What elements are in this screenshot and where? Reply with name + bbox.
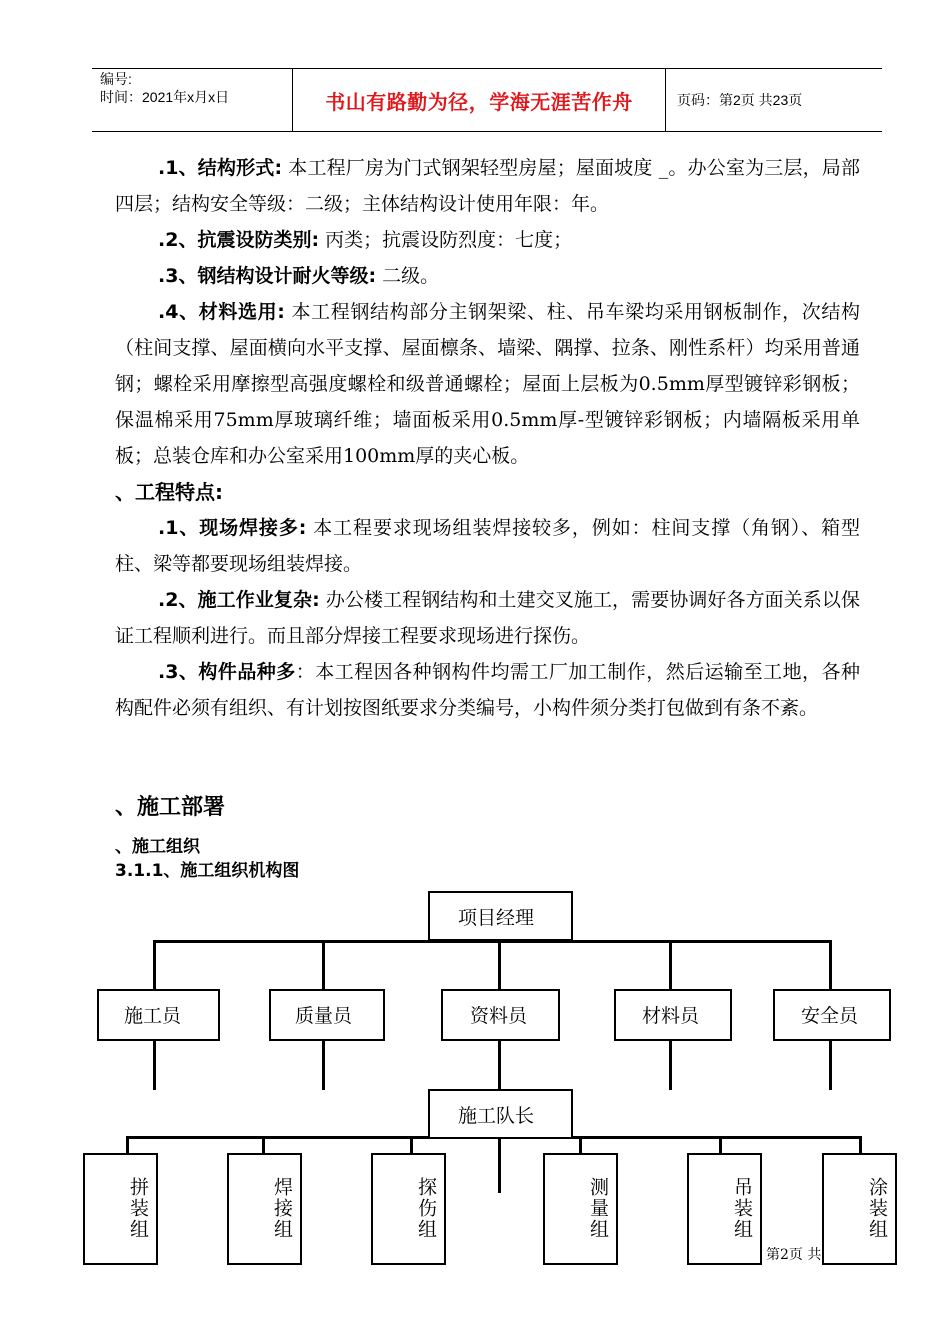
paragraph-components [115, 654, 860, 726]
figure-caption: 3.1.1、施工组织机构图 [115, 861, 300, 881]
header-page-cell [665, 69, 882, 131]
item-text: 本工程要求现场组装焊接较多，例如：柱间支撑（角钢）、箱型柱、梁等都要现场组装焊接。 [115, 517, 860, 575]
org-box-label: 质量员 [295, 1005, 353, 1027]
item-text: 办公楼工程钢结构和土建交叉施工，需要协调好各方面关系以保证工程顺利进行。而且部分焊接工程要求现场进行探伤。 [115, 589, 860, 647]
item-number: .4、 [158, 301, 199, 323]
org-box-label: 项目经理 [458, 907, 535, 929]
paragraph-complexity [115, 582, 860, 654]
org-box-team [83, 1153, 158, 1265]
connector-line [498, 940, 501, 1193]
paragraph-seismic [115, 222, 860, 258]
org-box-label: 资料员 [470, 1005, 528, 1027]
org-box-label: 探伤组 [415, 1177, 437, 1240]
org-box-staff [614, 989, 732, 1041]
item-number: .3、 [158, 661, 199, 683]
number-label: 编号: [100, 71, 132, 87]
paragraph-materials [115, 294, 860, 474]
item-number: .2、 [158, 229, 198, 251]
org-box-label: 施工员 [124, 1005, 182, 1027]
org-box-label: 涂装组 [866, 1177, 888, 1240]
motto: 书山有路勤为径，学海无涯苦作舟 [325, 91, 633, 114]
header-motto-cell [292, 69, 666, 131]
org-box-staff [441, 989, 560, 1041]
item-text: 本工程厂房为门式钢架轻型房屋；屋面坡度 _。办公室为三层，局部四层；结构安全等级：二级；主体结构设计使用年限：年。 [115, 157, 860, 215]
org-box-label: 测量组 [587, 1177, 609, 1240]
item-title: 材料选用: [198, 301, 285, 323]
item-title: 抗震设防类别: [197, 229, 320, 251]
org-box-label: 施工队长 [458, 1105, 535, 1127]
item-title: 钢结构设计耐火等级: [197, 265, 377, 287]
item-number: .2、 [158, 589, 198, 611]
org-box-team-leader [428, 1089, 573, 1139]
item-text: ：本工程因各种钢构件均需工厂加工制作，然后运输至工地，各种构配件必须有组织、有计划按图纸要求分类编号，小构件须分类打包做到有条不紊。 [115, 661, 860, 719]
header-meta [92, 69, 292, 131]
org-box-label: 材料员 [642, 1005, 700, 1027]
item-text: 本工程钢结构部分主钢架梁、柱、吊车梁均采用钢板制作，次结构（柱间支撑、屋面横向水平支撑、屋面檩条、墙梁、隅撑、拉条、刚性系杆）均采用普通钢；螺栓采用摩擦型高强度螺栓和级普通螺栓；屋面上层板为0.5mm厚型镀锌彩钢板；保温棉采用75mm厚玻璃纤维；墙面板采用0.5mm厚-型镀锌彩钢板；内墙隔板采用单板；总装仓库和办公室采用100mm厚的夹心板。 [115, 301, 860, 467]
item-number: .3、 [158, 265, 198, 287]
org-box-project-manager [428, 891, 573, 941]
item-text: 丙类；抗震设防烈度：七度； [319, 229, 573, 251]
item-title: 现场焊接多: [199, 517, 307, 539]
org-box-label: 拼装组 [127, 1177, 149, 1240]
section-heading-features: 、工程特点: [115, 480, 223, 504]
org-box-label: 焊接组 [271, 1177, 293, 1240]
org-box-team [687, 1153, 762, 1265]
paragraph-fire-rating [115, 258, 860, 294]
date-label: 时间：2021年x月x日 [100, 89, 230, 105]
item-number: .1、 [158, 157, 198, 179]
org-box-staff [773, 989, 891, 1041]
item-title: 结构形式: [197, 157, 283, 179]
page-footer: 第2页 共 [766, 1247, 822, 1263]
item-number: .1、 [158, 517, 200, 539]
org-box-staff [269, 989, 385, 1041]
page-code: 页码：第2页 共23页 [677, 92, 803, 108]
subsection-heading: 、施工组织 [115, 837, 200, 857]
org-box-team [371, 1153, 446, 1265]
page-header [92, 68, 882, 132]
item-title: 施工作业复杂: [197, 589, 320, 611]
paragraph-welding [115, 510, 860, 582]
paragraph-structure-form [115, 150, 860, 222]
org-box-team [822, 1153, 897, 1265]
org-box-team [227, 1153, 302, 1265]
item-text: 二级。 [376, 265, 440, 287]
org-box-team [543, 1153, 618, 1265]
org-box-label: 吊装组 [731, 1177, 753, 1240]
item-title: 构件品种多 [198, 661, 296, 683]
org-box-label: 安全员 [801, 1005, 859, 1027]
section-heading-deployment: 、施工部署 [115, 795, 226, 820]
org-box-staff [97, 989, 220, 1041]
